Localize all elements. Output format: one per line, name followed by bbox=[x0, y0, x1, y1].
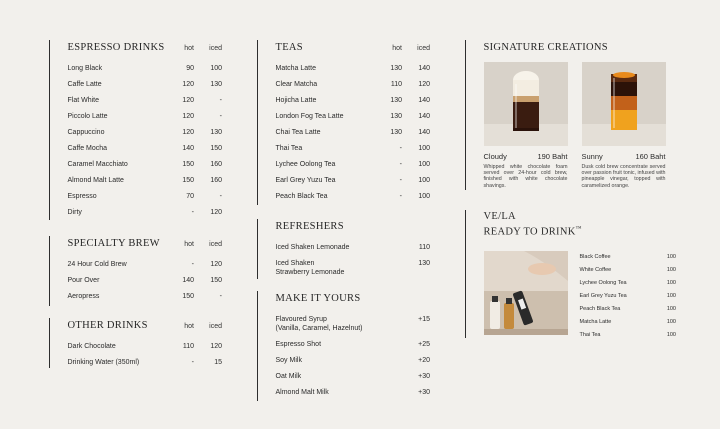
menu-row bbox=[276, 128, 431, 137]
item-name: Dark Chocolate bbox=[67, 343, 116, 350]
iced-price: - bbox=[219, 97, 222, 104]
item-name: Cappuccino bbox=[67, 129, 105, 136]
rtd-item-name: White Coffee bbox=[579, 266, 612, 273]
item-price: 130 bbox=[418, 260, 430, 267]
hot-price: 120 bbox=[182, 97, 194, 104]
menu-row bbox=[68, 128, 223, 137]
iced-header: iced bbox=[417, 44, 430, 52]
menu-row bbox=[276, 160, 431, 169]
item-price: +15 bbox=[418, 316, 430, 323]
make-list bbox=[276, 315, 431, 397]
iced-price: 100 bbox=[418, 193, 430, 200]
item-name: Flat White bbox=[67, 97, 100, 104]
menu-row bbox=[276, 192, 431, 201]
menu-row bbox=[68, 96, 223, 105]
iced-price: 120 bbox=[210, 343, 222, 350]
iced-price: 140 bbox=[418, 97, 430, 104]
iced-price: 140 bbox=[418, 113, 430, 120]
rtd-item-name: Peach Black Tea bbox=[579, 305, 621, 312]
hot-price: 110 bbox=[182, 343, 194, 350]
menu-row bbox=[276, 176, 431, 185]
item-name: Thai Tea bbox=[275, 145, 303, 152]
hot-header: hot bbox=[184, 44, 194, 52]
iced-price: 130 bbox=[210, 81, 222, 88]
hot-price: 70 bbox=[186, 193, 194, 200]
rtd-item-name: Black Coffee bbox=[579, 253, 611, 260]
menu-row bbox=[276, 388, 431, 397]
rtd-section bbox=[465, 210, 677, 338]
rtd-row bbox=[580, 277, 677, 290]
hot-price: 150 bbox=[182, 293, 194, 300]
item-price: +30 bbox=[418, 389, 430, 396]
item-name: Oat Milk bbox=[275, 373, 302, 380]
rtd-title bbox=[484, 210, 677, 239]
rtd-item-price: 100 bbox=[666, 292, 676, 299]
iced-price: - bbox=[219, 293, 222, 300]
cloudy-drink-photo bbox=[484, 62, 568, 146]
hot-price: 130 bbox=[390, 65, 402, 72]
item-name: Earl Grey Yuzu Tea bbox=[275, 177, 336, 184]
menu-row bbox=[68, 192, 223, 201]
menu-row bbox=[276, 372, 431, 381]
column-right bbox=[466, 40, 676, 338]
hot-price: 120 bbox=[182, 81, 194, 88]
hot-price: 130 bbox=[390, 113, 402, 120]
iced-price: 150 bbox=[210, 145, 222, 152]
signature-item-sunny bbox=[582, 62, 666, 189]
specialty-list bbox=[68, 260, 223, 301]
item-name: 24 Hour Cold Brew bbox=[67, 261, 127, 268]
rtd-title-line1: VE/LA bbox=[483, 211, 516, 222]
item-name: Espresso Shot bbox=[275, 341, 322, 348]
rtd-item-price: 100 bbox=[666, 253, 676, 260]
item-name: Espresso bbox=[67, 193, 97, 200]
item-name: Caffe Mocha bbox=[67, 145, 108, 152]
rtd-item-name: Earl Grey Yuzu Tea bbox=[579, 292, 627, 299]
item-name: Long Black bbox=[67, 65, 103, 72]
item-name: Dirty bbox=[67, 209, 82, 216]
espresso-title: ESPRESSO DRINKS bbox=[67, 42, 165, 53]
rtd-item-price: 100 bbox=[666, 305, 676, 312]
teas-title: TEAS bbox=[275, 42, 303, 53]
iced-price: 140 bbox=[418, 129, 430, 136]
rtd-item-name: Thai Tea bbox=[579, 331, 601, 338]
item-name: Iced Shaken Strawberry Lemonade bbox=[275, 260, 345, 276]
menu-row bbox=[68, 260, 223, 269]
column-left bbox=[50, 40, 222, 368]
hot-price: 120 bbox=[182, 113, 194, 120]
iced-header: iced bbox=[209, 44, 222, 52]
menu-row bbox=[276, 64, 431, 73]
menu-row bbox=[276, 112, 431, 121]
hot-price: - bbox=[191, 209, 194, 216]
item-name: Piccolo Latte bbox=[67, 113, 108, 120]
hot-price: - bbox=[191, 261, 194, 268]
menu-row bbox=[276, 356, 431, 365]
item-name: Flavoured Syrup (Vanilla, Caramel, Hazelnut) bbox=[275, 316, 363, 332]
iced-price: 100 bbox=[418, 145, 430, 152]
hot-price: 110 bbox=[390, 81, 402, 88]
iced-price: 100 bbox=[418, 177, 430, 184]
signature-price: 190 Baht bbox=[537, 152, 568, 161]
hot-price: 150 bbox=[182, 161, 194, 168]
hot-price: - bbox=[399, 193, 402, 200]
item-price: +20 bbox=[418, 357, 430, 364]
refreshers-title: REFRESHERS bbox=[275, 221, 344, 232]
iced-header: iced bbox=[209, 322, 222, 330]
menu-row bbox=[276, 340, 431, 349]
rtd-row bbox=[580, 264, 677, 277]
item-name: London Fog Tea Latte bbox=[275, 113, 344, 120]
rtd-item-name: Matcha Latte bbox=[579, 318, 612, 325]
other-list bbox=[68, 342, 223, 367]
iced-price: - bbox=[219, 113, 222, 120]
rtd-item-name: Lychee Oolong Tea bbox=[579, 279, 627, 286]
iced-price: 100 bbox=[210, 65, 222, 72]
item-name: Iced Shaken Lemonade bbox=[275, 244, 350, 251]
menu-row bbox=[276, 80, 431, 89]
item-name: Soy Milk bbox=[275, 357, 302, 364]
menu-row bbox=[68, 342, 223, 351]
iced-price: 130 bbox=[210, 129, 222, 136]
iced-price: 100 bbox=[418, 161, 430, 168]
item-name: Lychee Oolong Tea bbox=[275, 161, 336, 168]
menu-row bbox=[68, 112, 223, 121]
column-middle bbox=[258, 40, 430, 401]
menu-row bbox=[68, 80, 223, 89]
hot-price: 90 bbox=[186, 65, 194, 72]
hot-price: 140 bbox=[182, 145, 194, 152]
menu-row bbox=[276, 315, 431, 333]
hot-price: - bbox=[399, 177, 402, 184]
signature-title: SIGNATURE CREATIONS bbox=[483, 42, 608, 53]
hot-price: 120 bbox=[182, 129, 194, 136]
menu-row bbox=[68, 160, 223, 169]
menu-row bbox=[68, 144, 223, 153]
signature-name: Cloudy bbox=[483, 152, 507, 161]
teas-list bbox=[276, 64, 431, 201]
menu-row bbox=[68, 292, 223, 301]
item-name: Chai Tea Latte bbox=[275, 129, 321, 136]
hot-price: - bbox=[399, 161, 402, 168]
iced-price: 120 bbox=[210, 209, 222, 216]
hot-price: - bbox=[191, 359, 194, 366]
iced-price: 140 bbox=[418, 65, 430, 72]
menu-row bbox=[68, 276, 223, 285]
rtd-row bbox=[580, 316, 677, 329]
item-price: +30 bbox=[418, 373, 430, 380]
rtd-bottles-photo bbox=[484, 251, 568, 335]
iced-price: 15 bbox=[214, 359, 222, 366]
iced-price: 160 bbox=[210, 177, 222, 184]
rtd-item-price: 100 bbox=[666, 318, 676, 325]
signature-price: 160 Baht bbox=[635, 152, 666, 161]
item-name: Drinking Water (350ml) bbox=[67, 359, 140, 366]
menu-row bbox=[276, 96, 431, 105]
rtd-row bbox=[580, 303, 677, 316]
hot-header: hot bbox=[392, 44, 402, 52]
item-name: Clear Matcha bbox=[275, 81, 318, 88]
menu-row bbox=[276, 259, 431, 277]
hot-price: 130 bbox=[390, 97, 402, 104]
signature-item-cloudy bbox=[484, 62, 568, 189]
hot-price: 130 bbox=[390, 129, 402, 136]
menu-row bbox=[68, 64, 223, 73]
item-price: +25 bbox=[418, 341, 430, 348]
item-name: Matcha Latte bbox=[275, 65, 316, 72]
item-name: Almond Malt Latte bbox=[67, 177, 124, 184]
iced-header: iced bbox=[209, 240, 222, 248]
rtd-item-price: 100 bbox=[666, 331, 676, 338]
sunny-drink-photo bbox=[582, 62, 666, 146]
iced-price: 150 bbox=[210, 277, 222, 284]
rtd-row bbox=[580, 251, 677, 264]
rtd-row bbox=[580, 290, 677, 303]
item-price: 110 bbox=[418, 244, 430, 251]
item-name: Hojicha Latte bbox=[275, 97, 317, 104]
teas-section bbox=[257, 40, 431, 205]
trademark: ™ bbox=[575, 226, 582, 232]
other-title: OTHER DRINKS bbox=[67, 320, 148, 331]
make-section bbox=[257, 291, 431, 401]
signature-section bbox=[465, 40, 677, 190]
hot-price: 150 bbox=[182, 177, 194, 184]
menu-row bbox=[276, 144, 431, 153]
item-name: Caramel Macchiato bbox=[67, 161, 128, 168]
hot-header: hot bbox=[184, 240, 194, 248]
rtd-list bbox=[580, 251, 677, 342]
specialty-section bbox=[49, 236, 223, 306]
menu-row bbox=[276, 243, 431, 252]
iced-price: - bbox=[219, 193, 222, 200]
rtd-row bbox=[580, 329, 677, 342]
hot-price: - bbox=[399, 145, 402, 152]
item-name: Almond Malt Milk bbox=[275, 389, 329, 396]
iced-price: 120 bbox=[210, 261, 222, 268]
item-name: Aeropress bbox=[67, 293, 100, 300]
hot-price: 140 bbox=[182, 277, 194, 284]
signature-name: Sunny bbox=[581, 152, 603, 161]
menu-row bbox=[68, 358, 223, 367]
item-name: Caffe Latte bbox=[67, 81, 102, 88]
signature-desc: Whipped white chocolate foam served over 24-hour cold brew, finished with white chocolate shavings. bbox=[483, 164, 568, 189]
item-name: Pour Over bbox=[67, 277, 100, 284]
hot-header: hot bbox=[184, 322, 194, 330]
item-name: Peach Black Tea bbox=[275, 193, 328, 200]
other-section bbox=[49, 318, 223, 368]
iced-price: 120 bbox=[418, 81, 430, 88]
espresso-section bbox=[49, 40, 223, 220]
iced-price: 160 bbox=[210, 161, 222, 168]
signature-desc: Dusk cold brew concentrate served over passion fruit tonic, infused with pineapple vinegar, topped with caramelized orange. bbox=[581, 164, 666, 189]
rtd-item-price: 100 bbox=[666, 279, 676, 286]
menu-row bbox=[68, 208, 223, 217]
refreshers-list bbox=[276, 243, 431, 277]
espresso-list bbox=[68, 64, 223, 217]
make-title: MAKE IT YOURS bbox=[275, 293, 361, 304]
menu-row bbox=[68, 176, 223, 185]
rtd-title-line2: READY TO DRINK bbox=[483, 226, 576, 238]
specialty-title: SPECIALTY BREW bbox=[67, 238, 160, 249]
rtd-item-price: 100 bbox=[666, 266, 676, 273]
refreshers-section bbox=[257, 219, 431, 279]
